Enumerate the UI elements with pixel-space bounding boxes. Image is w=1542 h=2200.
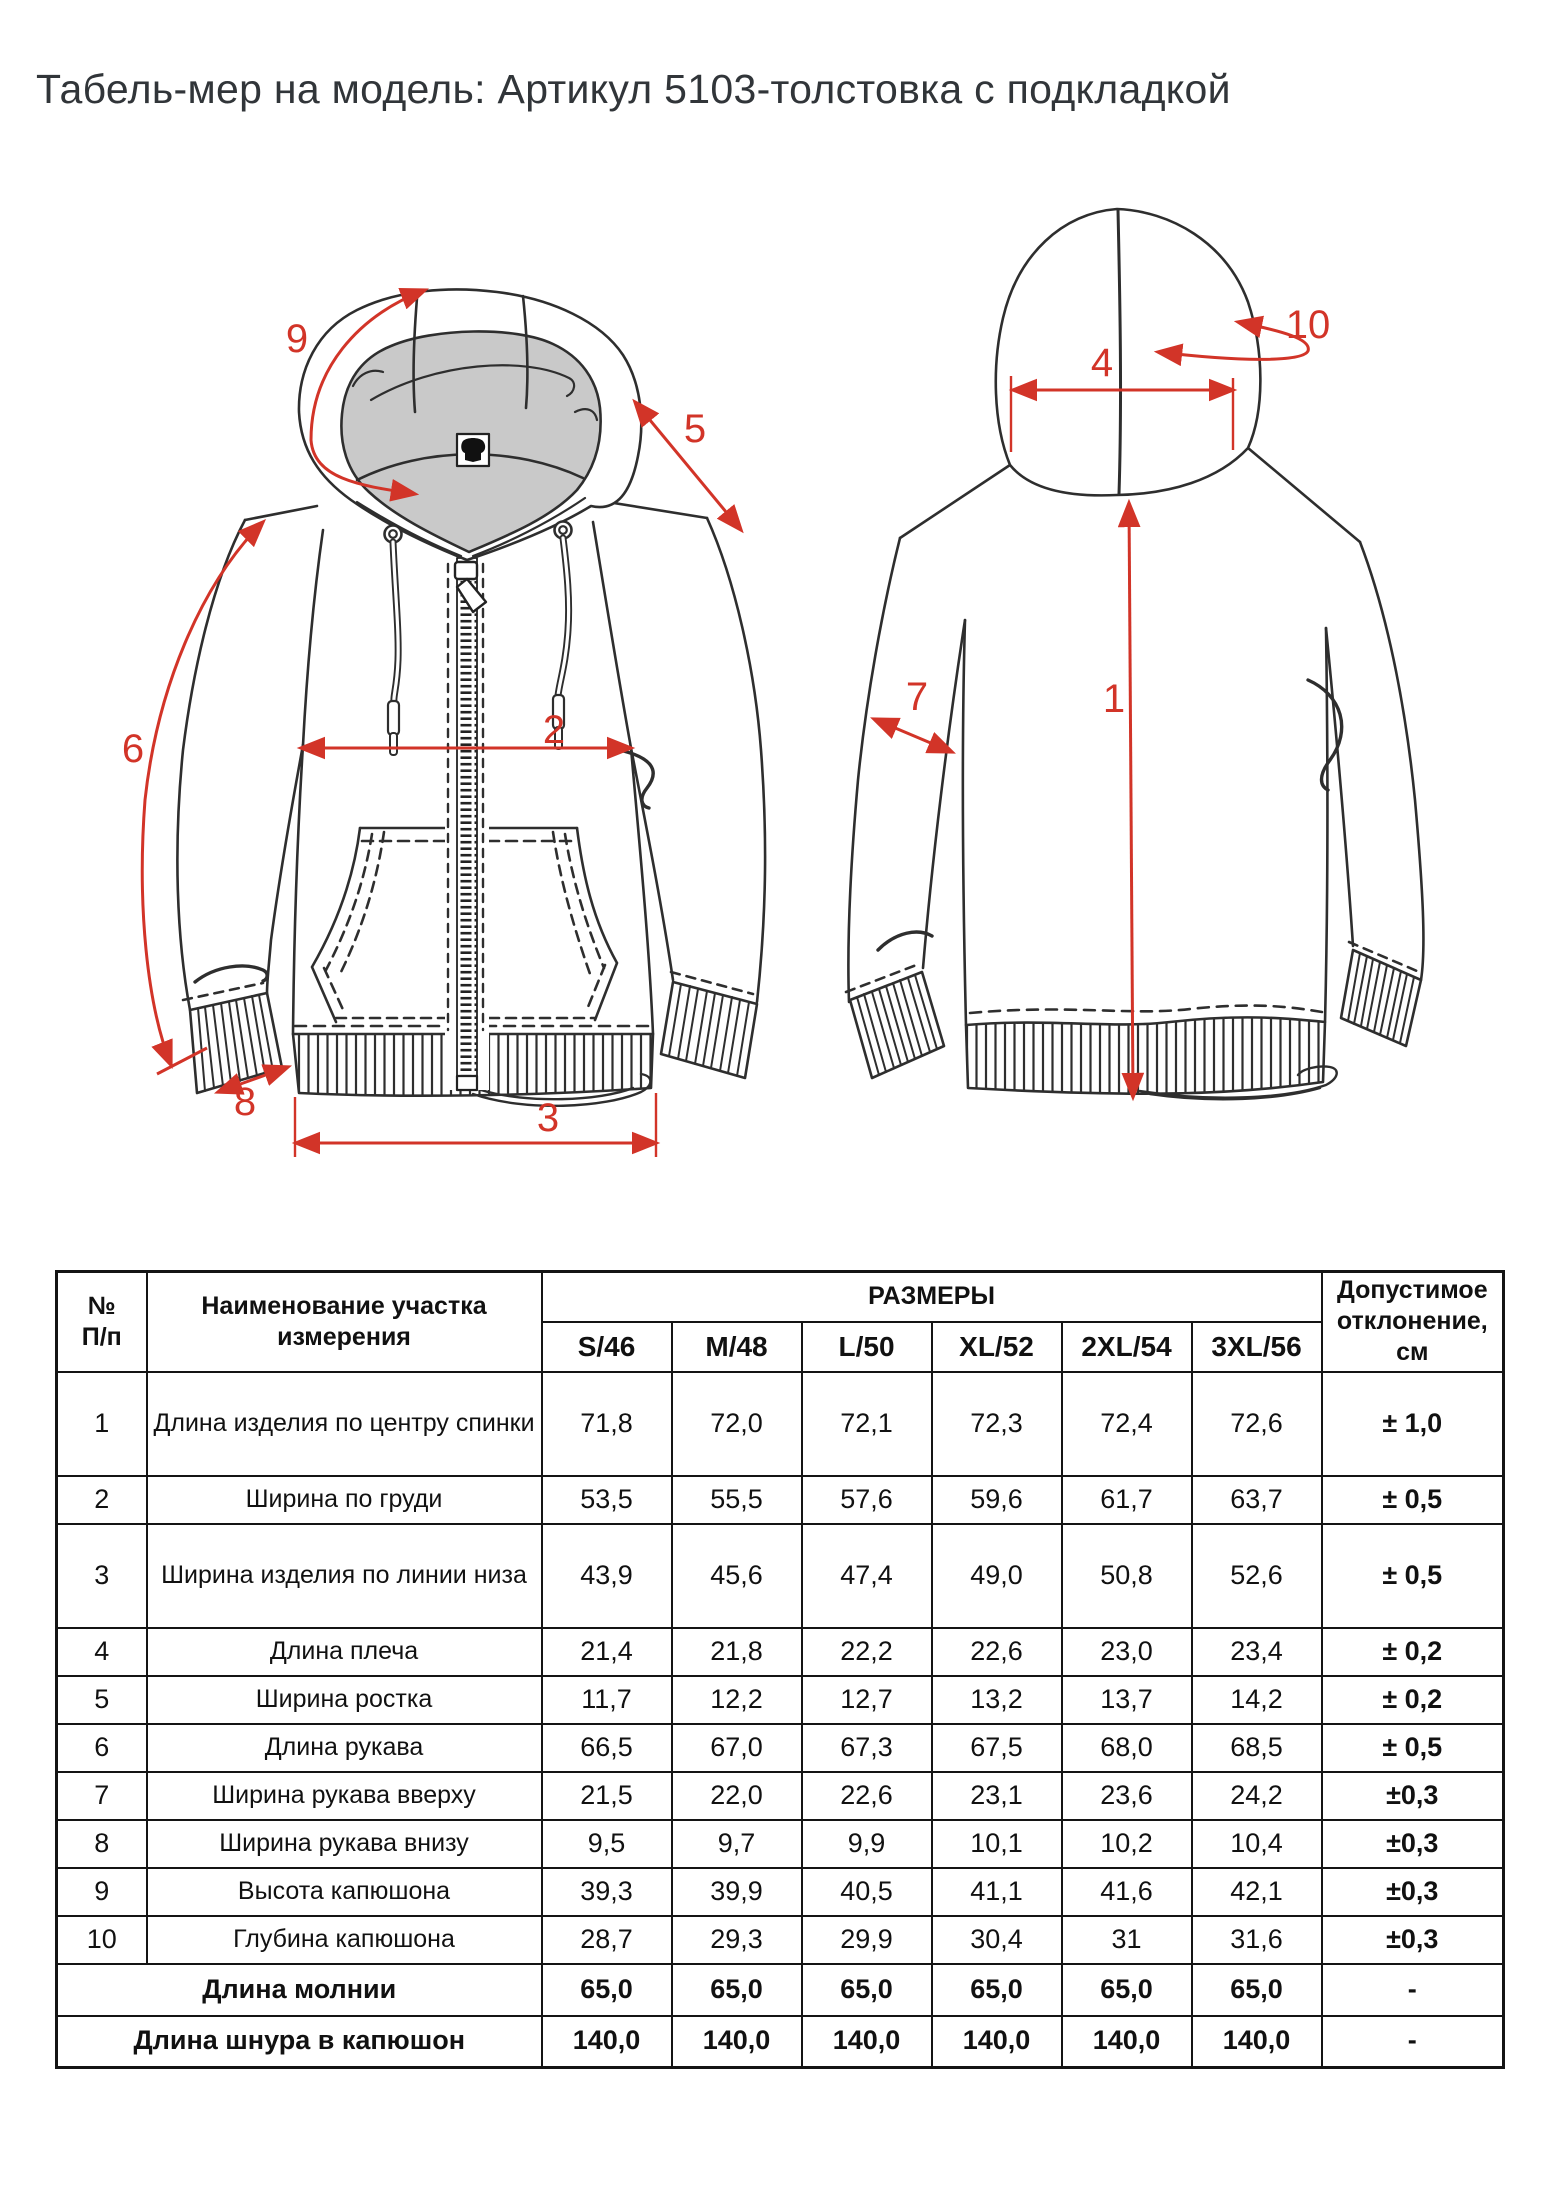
measure-label-5: 5 <box>683 407 707 451</box>
row-number: 6 <box>57 1724 147 1772</box>
header-sizes-title: РАЗМЕРЫ <box>542 1272 1322 1322</box>
table-footer-row <box>57 1964 1504 2016</box>
header-tolerance <box>1322 1272 1504 1372</box>
measurement-value: 47,4 <box>802 1524 932 1628</box>
measurement-value: 24,2 <box>1192 1772 1322 1820</box>
measurement-value: 14,2 <box>1192 1676 1322 1724</box>
measurement-value: 53,5 <box>542 1476 672 1524</box>
measure-label-2: 2 <box>542 708 566 752</box>
header-line: измерения <box>277 1322 411 1351</box>
measurement-value: 41,1 <box>932 1868 1062 1916</box>
measurement-value: 72,3 <box>932 1372 1062 1476</box>
table-footer-row <box>57 2016 1504 2068</box>
measurement-value: 23,1 <box>932 1772 1062 1820</box>
table-row <box>57 1476 1504 1524</box>
measurement-value: 31,6 <box>1192 1916 1322 1964</box>
measurement-value: 67,3 <box>802 1724 932 1772</box>
tolerance-value: ±0,3 <box>1322 1772 1504 1820</box>
header-name <box>147 1272 542 1372</box>
measurement-value: 55,5 <box>672 1476 802 1524</box>
measurement-value: 13,7 <box>1062 1676 1192 1724</box>
measurement-name: Ширина изделия по линии низа <box>147 1524 542 1628</box>
measurement-value: 68,0 <box>1062 1724 1192 1772</box>
back-hem-band <box>966 1017 1325 1093</box>
back-hood <box>996 209 1261 495</box>
measurement-value: 72,6 <box>1192 1372 1322 1476</box>
measure-label-4: 4 <box>1090 341 1114 385</box>
measurement-table <box>55 1270 1505 2069</box>
measure-arrow-6 <box>142 522 263 1065</box>
measurement-value: 67,0 <box>672 1724 802 1772</box>
measurement-value: 140,0 <box>1192 2016 1322 2068</box>
measurement-value: 22,6 <box>802 1772 932 1820</box>
measurement-value: 39,9 <box>672 1868 802 1916</box>
measurement-name: Ширина рукава внизу <box>147 1820 542 1868</box>
size-header: S/46 <box>542 1322 672 1372</box>
tolerance-value: - <box>1322 1964 1504 2016</box>
measurement-value: 22,0 <box>672 1772 802 1820</box>
table-row <box>57 1772 1504 1820</box>
measure-arrow-1 <box>1129 503 1133 1097</box>
measure-label-9: 9 <box>285 317 309 361</box>
measurement-value: 52,6 <box>1192 1524 1322 1628</box>
size-header: L/50 <box>802 1322 932 1372</box>
measurement-value: 39,3 <box>542 1868 672 1916</box>
measurement-value: 67,5 <box>932 1724 1062 1772</box>
measurement-value: 9,5 <box>542 1820 672 1868</box>
tolerance-value: ±0,3 <box>1322 1868 1504 1916</box>
row-number: 3 <box>57 1524 147 1628</box>
measurement-value: 10,1 <box>932 1820 1062 1868</box>
measure-label-7: 7 <box>905 675 929 719</box>
measurement-value: 63,7 <box>1192 1476 1322 1524</box>
measurement-name: Высота капюшона <box>147 1868 542 1916</box>
table-row <box>57 1372 1504 1476</box>
measurement-value: 140,0 <box>542 2016 672 2068</box>
size-header: 2XL/54 <box>1062 1322 1192 1372</box>
size-header: 3XL/56 <box>1192 1322 1322 1372</box>
tolerance-value: ± 1,0 <box>1322 1372 1504 1476</box>
row-number: 4 <box>57 1628 147 1676</box>
back-view-drawing <box>820 180 1480 1180</box>
measurement-value: 21,8 <box>672 1628 802 1676</box>
zipper-slider <box>455 562 477 579</box>
header-line: отклонение, см <box>1336 1307 1488 1367</box>
measurement-value: 30,4 <box>932 1916 1062 1964</box>
table-row <box>57 1916 1504 1964</box>
measurement-value: 45,6 <box>672 1524 802 1628</box>
measurement-value: 31 <box>1062 1916 1192 1964</box>
tolerance-value: ± 0,5 <box>1322 1724 1504 1772</box>
hood-tag <box>457 434 489 466</box>
measurement-value: 22,6 <box>932 1628 1062 1676</box>
table-row <box>57 1676 1504 1724</box>
size-header: M/48 <box>672 1322 802 1372</box>
measurement-value: 140,0 <box>802 2016 932 2068</box>
measurement-value: 49,0 <box>932 1524 1062 1628</box>
measurement-value: 23,0 <box>1062 1628 1192 1676</box>
measurement-value: 72,4 <box>1062 1372 1192 1476</box>
table-row <box>57 1724 1504 1772</box>
measurement-value: 59,6 <box>932 1476 1062 1524</box>
front-wrinkle-marks <box>195 750 653 982</box>
header-line: № <box>87 1291 116 1320</box>
measurement-value: 72,1 <box>802 1372 932 1476</box>
measure-label-3: 3 <box>536 1096 560 1140</box>
row-number: 10 <box>57 1916 147 1964</box>
measurement-value: 65,0 <box>542 1964 672 2016</box>
measurement-value: 66,5 <box>542 1724 672 1772</box>
back-right-sleeve <box>1326 542 1423 980</box>
measurement-value: 65,0 <box>672 1964 802 2016</box>
tolerance-value: ±0,3 <box>1322 1820 1504 1868</box>
measurement-value: 61,7 <box>1062 1476 1192 1524</box>
measurement-value: 10,4 <box>1192 1820 1322 1868</box>
back-hem-stitch <box>970 1006 1322 1013</box>
table-row <box>57 1628 1504 1676</box>
measurement-value: 21,4 <box>542 1628 672 1676</box>
measurement-value: 65,0 <box>932 1964 1062 2016</box>
row-number: 5 <box>57 1676 147 1724</box>
measurement-value: 140,0 <box>672 2016 802 2068</box>
measurement-value: 71,8 <box>542 1372 672 1476</box>
measurement-value: 10,2 <box>1062 1820 1192 1868</box>
measurement-value: 40,5 <box>802 1868 932 1916</box>
measurement-value: 22,2 <box>802 1628 932 1676</box>
measure-label-8: 8 <box>233 1080 257 1124</box>
measurement-value: 42,1 <box>1192 1868 1322 1916</box>
row-number: 8 <box>57 1820 147 1868</box>
front-right-sleeve <box>631 518 765 1002</box>
measurement-value: 28,7 <box>542 1916 672 1964</box>
measurement-value: 12,7 <box>802 1676 932 1724</box>
tolerance-value: - <box>1322 2016 1504 2068</box>
measurement-value: 12,2 <box>672 1676 802 1724</box>
table-header-row <box>57 1272 1504 1322</box>
measurement-name: Ширина ростка <box>147 1676 542 1724</box>
measurement-value: 65,0 <box>802 1964 932 2016</box>
zipper-bottom-stop <box>457 1076 477 1090</box>
measurement-value: 29,3 <box>672 1916 802 1964</box>
measurement-value: 65,0 <box>1062 1964 1192 2016</box>
measurement-value: 41,6 <box>1062 1868 1192 1916</box>
measure-label-6: 6 <box>121 727 145 771</box>
measurement-value: 57,6 <box>802 1476 932 1524</box>
measure-label-1: 1 <box>1102 677 1126 721</box>
hoodie-front-line-art <box>177 289 765 1105</box>
measurement-value: 140,0 <box>1062 2016 1192 2068</box>
measurement-value: 72,0 <box>672 1372 802 1476</box>
header-no <box>57 1272 147 1372</box>
measurement-value: 50,8 <box>1062 1524 1192 1628</box>
row-number: 2 <box>57 1476 147 1524</box>
size-header: XL/52 <box>932 1322 1062 1372</box>
tolerance-value: ± 0,2 <box>1322 1676 1504 1724</box>
measure-arrow-7 <box>874 719 952 752</box>
zipper <box>445 554 489 1090</box>
measurement-name: Ширина по груди <box>147 1476 542 1524</box>
hoodie-back-line-art <box>846 209 1423 1099</box>
technical-drawings <box>0 140 1542 1240</box>
measure-label-10: 10 <box>1285 303 1331 347</box>
table-row <box>57 1524 1504 1628</box>
back-body-sides <box>963 620 1328 1025</box>
measurement-value: 23,6 <box>1062 1772 1192 1820</box>
header-line: Допустимое <box>1336 1275 1488 1304</box>
measurement-value: 23,4 <box>1192 1628 1322 1676</box>
table-row <box>57 1820 1504 1868</box>
measurement-value: 9,9 <box>802 1820 932 1868</box>
footer-measurement-name: Длина молнии <box>57 1964 542 2016</box>
row-number: 7 <box>57 1772 147 1820</box>
tolerance-value: ± 0,5 <box>1322 1524 1504 1628</box>
tolerance-value: ± 0,5 <box>1322 1476 1504 1524</box>
measurement-value: 65,0 <box>1192 1964 1322 2016</box>
measurement-name: Глубина капюшона <box>147 1916 542 1964</box>
measurement-value: 13,2 <box>932 1676 1062 1724</box>
measurement-name: Длина изделия по центру спинки <box>147 1372 542 1476</box>
tolerance-value: ± 0,2 <box>1322 1628 1504 1676</box>
front-view-drawing <box>95 150 810 1180</box>
header-line: Наименование участка <box>201 1291 487 1320</box>
measurement-value: 29,9 <box>802 1916 932 1964</box>
measurement-value: 11,7 <box>542 1676 672 1724</box>
footer-measurement-name: Длина шнура в капюшон <box>57 2016 542 2068</box>
table-row <box>57 1868 1504 1916</box>
row-number: 1 <box>57 1372 147 1476</box>
header-line: П/п <box>81 1322 122 1351</box>
measurement-name: Длина плеча <box>147 1628 542 1676</box>
measurement-value: 68,5 <box>1192 1724 1322 1772</box>
page-title: Табель-мер на модель: Артикул 5103-толстовка с подкладкой <box>36 66 1231 112</box>
measurement-value: 140,0 <box>932 2016 1062 2068</box>
front-left-sleeve <box>177 520 303 1010</box>
measurement-value: 21,5 <box>542 1772 672 1820</box>
measurement-name: Ширина рукава вверху <box>147 1772 542 1820</box>
tolerance-value: ±0,3 <box>1322 1916 1504 1964</box>
measurement-name: Длина рукава <box>147 1724 542 1772</box>
zipper-teeth <box>457 558 477 1078</box>
measurement-value: 9,7 <box>672 1820 802 1868</box>
row-number: 9 <box>57 1868 147 1916</box>
measurement-value: 43,9 <box>542 1524 672 1628</box>
